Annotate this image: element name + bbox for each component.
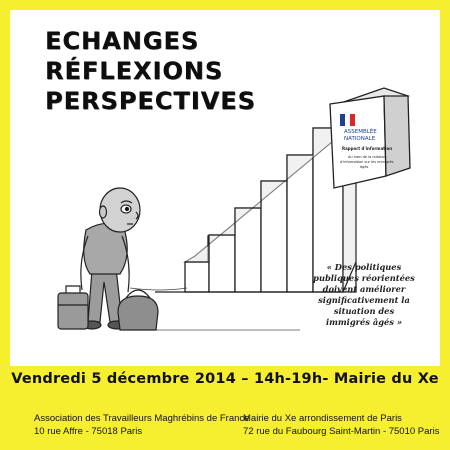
assemblee-report-book [330, 88, 410, 188]
quote-text: « Des politiques publiques réorientées doivent améliorer significativement la situation des immigrés âgés » [313, 262, 415, 327]
book-desc-line-1: Au nom de la mission [348, 155, 386, 159]
event-date-location: Vendredi 5 décembre 2014 – 14h-19h- Mairie du Xe [11, 371, 439, 387]
travel-bag [118, 290, 158, 330]
flag-logo [340, 114, 355, 126]
headline-line-3: PERSPECTIVES [45, 87, 256, 115]
headline-line-2: RÉFLEXIONS [45, 57, 224, 85]
book-title-line-2: NATIONALE [344, 136, 376, 142]
book-subtitle: Rapport d'information [342, 146, 393, 151]
book-desc-line-2: d'information sur les immigrés [340, 160, 394, 164]
organizer-left-address: 10 rue Affre - 75018 Paris [34, 426, 143, 437]
stair-step-3 [235, 208, 261, 292]
suitcase [58, 286, 88, 329]
stair-step-1 [185, 262, 209, 292]
book-title-line-1: ASSEMBLÉE [344, 129, 377, 135]
headline-line-1: ECHANGES [45, 27, 200, 55]
organizer-right-name: Mairie du Xe arrondissement de Paris [243, 413, 402, 424]
organizer-left [34, 412, 249, 438]
organizer-left-name: Association des Travailleurs Maghrébins de France [34, 413, 250, 424]
book-desc-line-3: âgés [360, 165, 369, 169]
organizer-right [243, 412, 439, 438]
organizer-right-address: 72 rue du Faubourg Saint-Martin - 75010 Paris [243, 426, 440, 437]
stair-step-2 [209, 235, 235, 292]
